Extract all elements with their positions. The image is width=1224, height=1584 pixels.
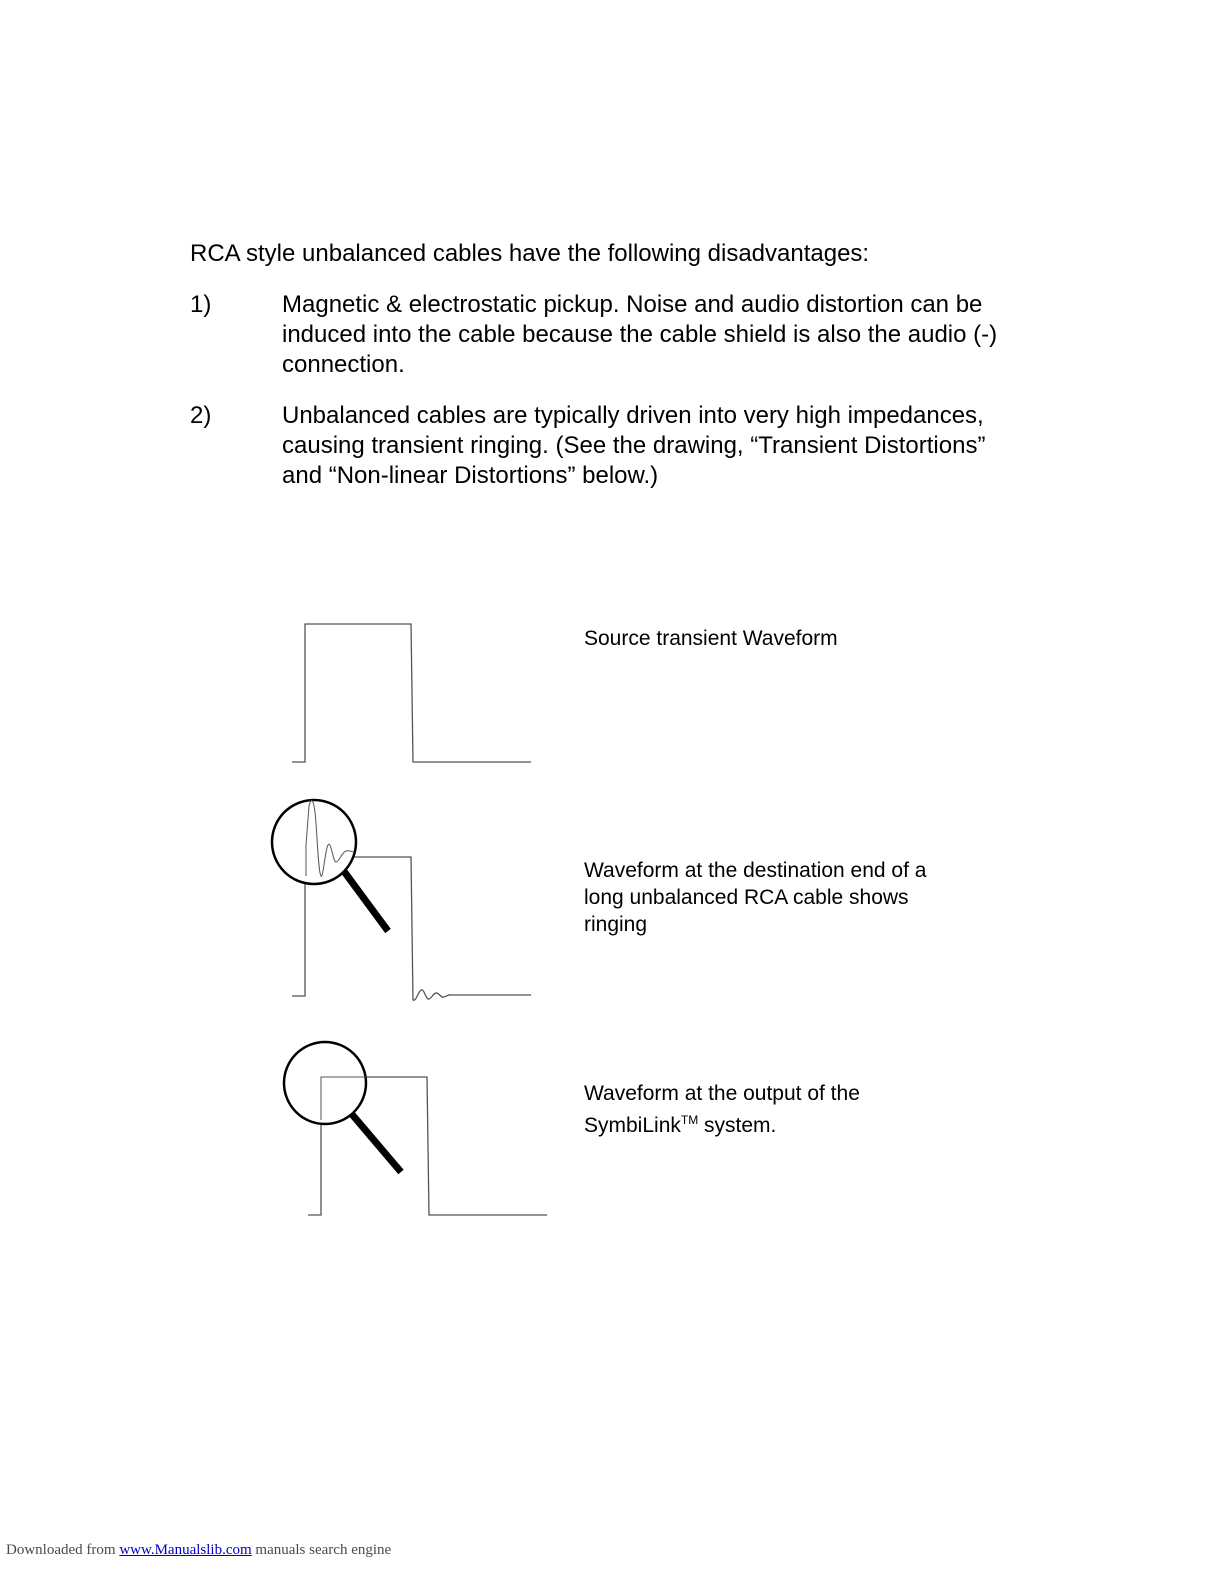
footer-suffix: manuals search engine — [255, 1542, 392, 1558]
list-item-number: 2) — [190, 402, 212, 429]
manualslib-link[interactable]: www.Manualslib.com — [119, 1542, 252, 1558]
source-waveform — [292, 624, 531, 762]
trademark-mark: TM — [680, 1113, 699, 1127]
download-footer — [6, 1542, 391, 1559]
source-waveform-caption: Source transient Waveform — [584, 627, 838, 650]
list-item-text: Unbalanced cables are typically driven into very high impedances, causing transient ringing. (See the drawing, “Transient Distortions” and “Non-linear Distortions” below.) — [282, 402, 986, 489]
destination-waveform-caption: Waveform at the destination end of a long unbalanced RCA cable shows ringing — [584, 859, 927, 936]
magnifier-icon — [284, 1042, 401, 1172]
list-item-number: 1) — [190, 291, 212, 318]
caption-text: system. — [698, 1114, 777, 1137]
output-waveform-caption — [584, 1080, 964, 1139]
list-item-text: Magnetic & electrostatic pickup. Noise and audio distortion can be induced into the cable because the cable shield is also the audio (-) connection. — [282, 291, 998, 378]
magnifier-icon — [272, 800, 388, 931]
caption-text: Waveform at the output of the SymbiLink — [584, 1082, 860, 1137]
intro-text: RCA style unbalanced cables have the following disadvantages: — [190, 240, 870, 267]
footer-prefix: Downloaded from — [6, 1542, 116, 1558]
